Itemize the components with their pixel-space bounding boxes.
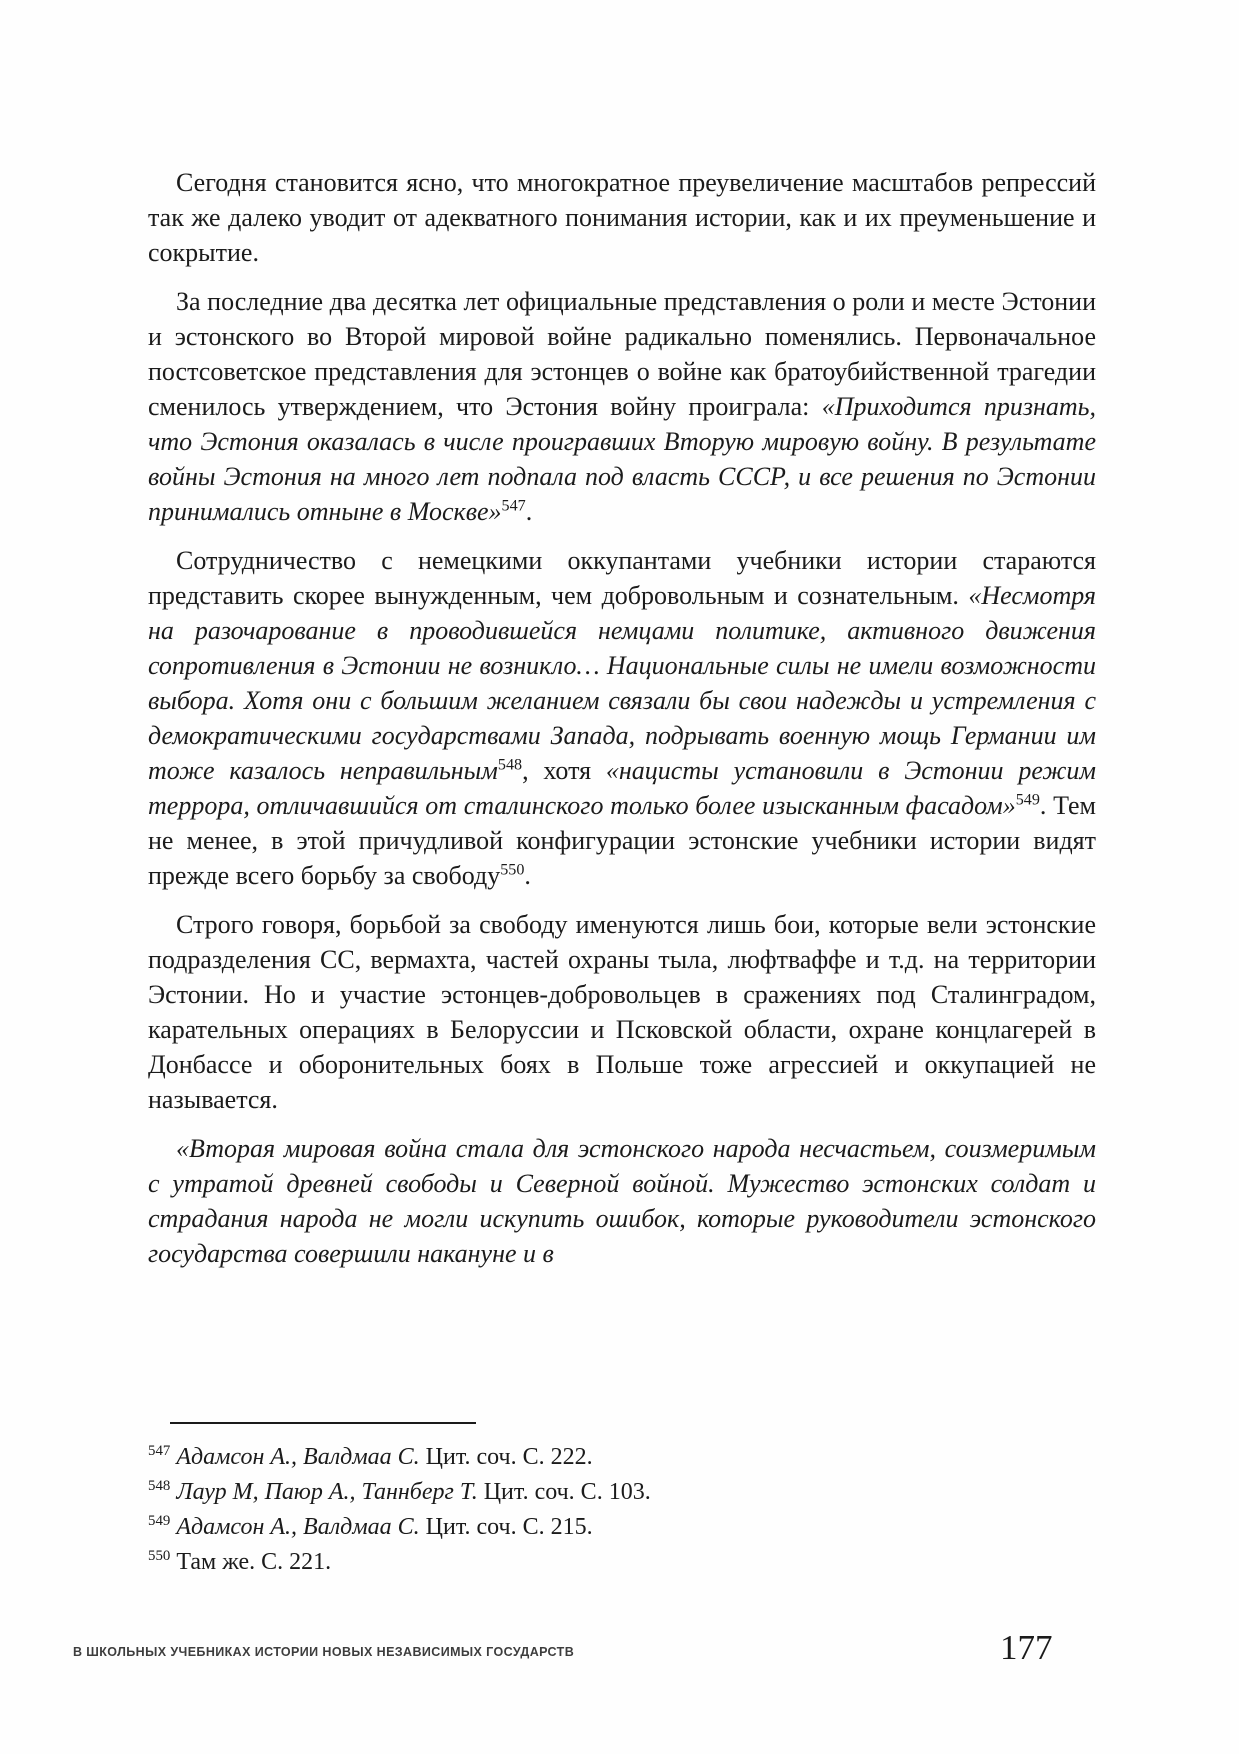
- body-text-run: Там же. С. 221.: [170, 1549, 332, 1575]
- body-text-run: Цит. соч. С. 215.: [419, 1514, 593, 1540]
- paragraph: [148, 907, 1096, 1117]
- footnote-reference: 549: [1015, 791, 1040, 809]
- footnote-separator: [170, 1422, 476, 1424]
- body-text-run: Цит. соч. С. 103.: [477, 1479, 651, 1505]
- quote-text: «Несмотря на разочарование в проводившейся немцами политике, активного движения сопротивления в Эстонии не возникло… Национальные силы не имели возможности выбора. Хотя они с большим желанием связали бы свои надежды и устремления с демократическими государствами Запада, подрывать военную мощь Германии им тоже казалось неправильным: [148, 581, 1096, 785]
- body-text-run: Цит. соч. С. 222.: [419, 1444, 593, 1470]
- body-text-run: За последние два десятка лет официальные представления о роли и месте Эстонии и эстонского во Второй мировой войне радикально поменялись. Первоначальное постсоветское представления для эстонцев о войне как братоубийственной трагедии сменилось утверждением, что Эстония войну проиграла:: [148, 287, 1096, 421]
- quote-text: «Вторая мировая война стала для эстонского народа несчастьем, соизмеримым с утратой древней свободы и Северной войной. Мужество эстонских солдат и страдания народа не могли искупить ошибок, которые руководители эстонского государства совершили накануне и в: [148, 1134, 1096, 1268]
- paragraph: [148, 165, 1096, 270]
- body-text-run: Сотрудничество с немецкими оккупантами учебники истории стараются представить скорее вынужденным, чем добровольным и сознательным.: [148, 546, 1096, 610]
- body-text-run: .: [525, 497, 533, 526]
- running-title: В ШКОЛЬНЫХ УЧЕБНИКАХ ИСТОРИИ НОВЫХ НЕЗАВИСИМЫХ ГОСУДАРСТВ: [73, 1645, 575, 1659]
- footnote: [148, 1440, 1096, 1475]
- footnote-reference: 550: [148, 1548, 171, 1564]
- footnote: [148, 1545, 1096, 1580]
- quote-text: Лаур М, Паюр А., Таннберг Т.: [176, 1479, 478, 1505]
- paragraph: [148, 284, 1096, 529]
- paragraph: [148, 543, 1096, 893]
- body-text-run: Строго говоря, борьбой за свободу именуются лишь бои, которые вели эстонские подразделения СС, вермахта, частей охраны тыла, люфтваффе и т.д. на территории Эстонии. Но и участие эстонцев-добровольцев в сражениях под Сталинградом, карательных операциях в Белоруссии и Псковской области, охране концлагерей в Донбассе и оборонительных боях в Польше тоже агрессией и оккупацией не называется.: [148, 910, 1096, 1114]
- footnote: [148, 1510, 1096, 1545]
- body-text-run: . Тем не менее, в этой причудливой конфигурации эстонские учебники истории видят прежде всего борьбу за свободу: [148, 791, 1096, 890]
- footnote-reference: 547: [501, 497, 526, 515]
- quote-text: «Приходится признать, что Эстония оказалась в числе проигравших Вторую мировую войну. В результате войны Эстония на много лет подпала под власть СССР, и все решения по Эстонии принимались отныне в Москве»: [148, 392, 1096, 526]
- quote-text: Адамсон А., Валдмаа С.: [176, 1514, 420, 1540]
- footnote: [148, 1475, 1096, 1510]
- quote-text: «нацисты установили в Эстонии режим террора, отличавшийся от сталинского только более изысканным фасадом»: [148, 756, 1096, 820]
- body-text-run: , хотя: [522, 756, 606, 785]
- footnote-reference: 548: [497, 756, 523, 774]
- footnote-reference: 550: [500, 861, 525, 879]
- body-text: [148, 165, 1096, 1271]
- body-text-run: .: [524, 861, 531, 890]
- body-text-run: Сегодня становится ясно, что многократное преувеличение масштабов репрессий так же далеко уводит от адекватного понимания истории, как и их преуменьшение и сокрытие.: [148, 168, 1096, 267]
- page-number: 177: [1000, 1628, 1053, 1667]
- footnote-reference: 549: [148, 1513, 171, 1529]
- footnotes: [148, 1440, 1096, 1580]
- footnote-reference: 548: [148, 1478, 171, 1494]
- paragraph: [148, 1131, 1096, 1271]
- footnote-reference: 547: [148, 1443, 171, 1459]
- quote-text: Адамсон А., Валдмаа С.: [176, 1444, 420, 1470]
